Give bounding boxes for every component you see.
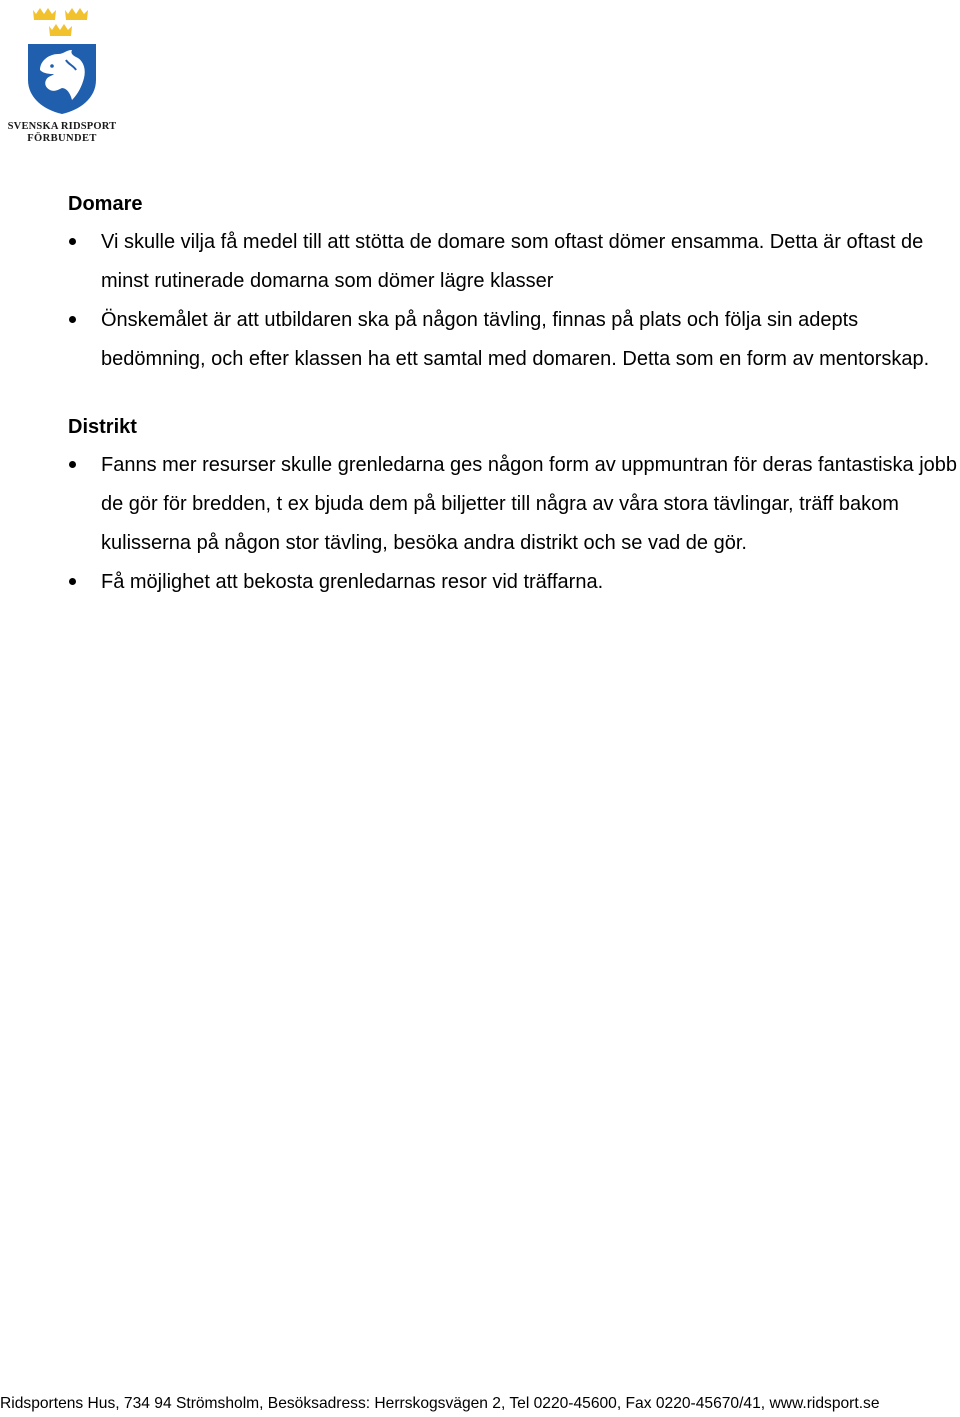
horse-shield-icon <box>0 4 124 116</box>
logo-wordmark-line2: FÖRBUNDET <box>27 133 97 144</box>
list-item-text: Vi skulle vilja få medel till att stötta de domare som oftast dömer ensamma. Detta är oftast de minst rutinerade domarna som dömer lägre klasser <box>101 231 924 292</box>
list-item <box>68 563 960 602</box>
list-item <box>68 223 960 300</box>
federation-logo <box>0 4 124 142</box>
page-footer: Ridsportens Hus, 734 94 Strömsholm, Besöksadress: Herrskogsvägen 2, Tel 0220-45600, Fax 0220-45670/41, www.ridsport.se <box>0 1395 880 1412</box>
document-body <box>68 190 960 603</box>
list-item-text: Få möjlighet att bekosta grenledarnas resor vid träffarna. <box>101 571 604 594</box>
logo-wordmark-line1: SVENSKA RIDSPORT <box>7 121 117 132</box>
section-heading-domare: Domare <box>68 193 143 215</box>
bullet-list-distrikt <box>68 446 960 601</box>
section-heading-distrikt: Distrikt <box>68 416 137 439</box>
list-item-text: Önskemålet är att utbildaren ska på någon tävling, finnas på plats och följa sin adepts bedömning, och efter klassen ha ett samtal med domaren. Detta som en form av mentorskap. <box>101 309 930 370</box>
bullet-icon <box>69 578 76 585</box>
list-item <box>68 446 960 562</box>
bullet-icon <box>69 238 76 245</box>
list-item-text: Fanns mer resurser skulle grenledarna ges någon form av uppmuntran för deras fantastiska jobb de gör för bredden, t ex bjuda dem på biljetter till några av våra stora tävlingar, träff bakom kulisserna på någon stor tävling, besöka andra distrikt och se vad de gör. <box>101 454 958 554</box>
bullet-list-domare <box>68 223 960 378</box>
bullet-icon <box>69 461 76 468</box>
bullet-icon <box>69 316 76 323</box>
list-item <box>68 301 960 378</box>
